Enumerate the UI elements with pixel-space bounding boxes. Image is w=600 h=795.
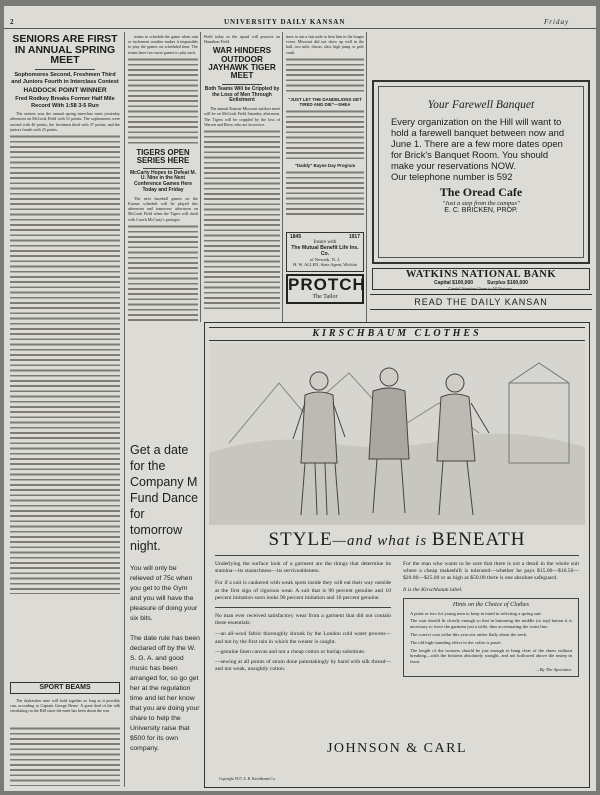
seniors-lead: The seniors won the annual spring interclass meet yesterday afternoon on McCook Field with 51 points. The sophomores were second with 46 points, the freshmen third with 37 points, and the juniors fourth with 25 points. bbox=[10, 111, 120, 132]
kirsch-bullet-3: —sewing at all points of strain done painstakingly by hand with silk thread—and not weak, unsightly cotton. bbox=[215, 659, 391, 673]
paper-title: UNIVERSITY DAILY KANSAN bbox=[224, 18, 346, 26]
kirschbaum-illustration bbox=[209, 343, 585, 525]
divider bbox=[215, 607, 391, 608]
protch-name: PROTCH bbox=[288, 275, 366, 294]
page-number: 2 bbox=[10, 18, 15, 26]
kirsch-paragraph-4: For the man who wants to be sure that there is not a detail in the whole suit where a cheap makeshift is tolerated—whether he pays $15.00—$16.50—$20.00—$25.00 or as high as $50.00 there is one absolute safeguard. bbox=[403, 561, 579, 582]
body-text-block bbox=[128, 224, 198, 322]
missouri-text: have to run a fast mile to beat him in the longer event. Missouri did not show up well in the half, two mile, discus, shot, high jump, or pole vault. bbox=[286, 34, 364, 55]
johnson-carl-name: JOHNSON & CARL bbox=[326, 741, 467, 756]
divider bbox=[35, 69, 95, 70]
newspaper-page bbox=[4, 6, 596, 791]
kirschbaum-left-copy bbox=[215, 561, 391, 676]
kirschbaum-copyright: Copyright 1917, A. B. Kirschbaum Co. bbox=[219, 777, 276, 781]
hint-2: The coat should fit closely enough so that in buttoning the middle (or top) button it is necessary to force the garment just a trifle, thus accentuating the waist line. bbox=[410, 618, 572, 630]
dance-paragraph-2: The date rule has been declared off by the W. S. G. A. and good music has been arranged for, so go get her at the regulation time and let her know that you are doing your share to help the University raise that $500 for its own company. bbox=[130, 635, 200, 752]
kirschbaum-banner: KIRSCHBAUM CLOTHES bbox=[209, 327, 585, 341]
seniors-subhead-3: Fred Rodkey Breaks Former Half Mile Record With 1:58 3-5 Run bbox=[15, 96, 115, 109]
bank-note: Careful Attention Given to All Business. bbox=[448, 286, 514, 291]
kirsch-paragraph-2: For if a suit is cankered with weak spots inside they will eat their way outside at the first sign of rigorous wear. A suit that is 90 percent genuine and 10 percent imitation soon looks 90 percent imitation and 10 percent genuine. bbox=[215, 580, 391, 601]
kirsch-paragraph-1: Underlying the surface look of a garment are the things that determine its stamina—its staunchness—its serviceableness. bbox=[215, 561, 391, 575]
protch-ad bbox=[286, 274, 364, 304]
seniors-headline: SENIORS ARE FIRST IN ANNUAL SPRING MEET bbox=[12, 34, 118, 67]
tigers-column bbox=[128, 34, 198, 322]
seniors-article bbox=[10, 34, 120, 786]
sport-beams-text: The Jayhawker nine will hold together as long as it possibly can, according to Captain George Reese. A great deal of the talk circulating on the Hill since the meet has been about the war. bbox=[10, 698, 120, 714]
cafe-tagline: "Just a step from the campus" bbox=[442, 200, 520, 207]
hints-title: Hints on the Choice of Clothes bbox=[452, 600, 530, 608]
kirschbaum-ad bbox=[204, 322, 590, 788]
hints-box bbox=[403, 598, 579, 677]
hinders-subhead: Both Teams Will be Crippled by the Loss of Men Through Enlistment bbox=[204, 85, 280, 104]
hint-3: The correct coat collar this year sits rather flatly about the neck. bbox=[410, 632, 528, 637]
dance-paragraph-1: You will only be relieved of 75c when you get to the Gym and you will have the pleasure of doing your six bits. bbox=[130, 565, 198, 622]
banquet-inner-border bbox=[378, 86, 584, 258]
hinders-lead: The annual Kansas-Missouri outdoor meet will be on McCook Field Saturday afternoon. The Tigers will be crippled by the loss of Warren and Berry who are in service. bbox=[204, 106, 280, 127]
headline-and-what-is: —and what is bbox=[332, 533, 432, 549]
masthead bbox=[4, 18, 596, 29]
body-text-block bbox=[10, 134, 120, 594]
column-rule bbox=[282, 32, 283, 322]
hint-5: The length of the trousers should be just enough to hang clear of the shoes without breaking—with the bottoms absolutely straight, and not hollowed above the instep in front. bbox=[410, 647, 572, 665]
year-founded: 1845 bbox=[290, 234, 302, 240]
headline-style: STYLE bbox=[268, 529, 333, 550]
hinders-intro: Field today as the squad will practice on Hamilton Field. bbox=[204, 34, 280, 45]
bayne-day-heading: "Daddy" Bayne Day Program bbox=[294, 162, 356, 168]
tennis-intro: teams to schedule the game when rain or inclement weather makes it impossible to play the games on scheduled time. The teams have two more games to play each. bbox=[128, 34, 198, 55]
kirsch-bullet-1: —an all-wool fabric thoroughly shrunk by the London cold water process—and not by the first rain in which the wearer is caught. bbox=[215, 631, 391, 645]
body-text-block bbox=[10, 726, 120, 786]
hinders-headline: WAR HINDERS OUTDOOR JAYHAWK TIGER MEET bbox=[208, 46, 276, 81]
hint-4: The old high-standing effect in the collar is passé. bbox=[410, 639, 502, 645]
war-hinders-column bbox=[204, 34, 280, 322]
bank-capital: Capital $100,000 bbox=[434, 280, 474, 286]
body-text-block bbox=[286, 109, 364, 161]
body-text-block bbox=[286, 57, 364, 95]
seniors-subhead: Sophomores Second, Freshmen Third and Juniors Fourth in Interclass Contest bbox=[11, 72, 119, 85]
divider bbox=[222, 84, 262, 85]
hint-1: A point or two for young men to keep in mind in selecting a spring suit: bbox=[410, 610, 542, 616]
sport-beams-box bbox=[10, 682, 120, 694]
cafe-owner: E. C. BRICKEN, PROP. bbox=[444, 207, 518, 214]
dandelion-quote: "JUST LET THE DANDELIONS GET TIRED AND DIE"—SHEA bbox=[288, 96, 362, 107]
insure-label: Insure with bbox=[313, 240, 337, 245]
column-rule bbox=[124, 32, 125, 787]
column-rule bbox=[200, 32, 201, 322]
divider bbox=[215, 555, 579, 556]
banquet-body: Every organization on the Hill will want to hold a farewell banquet between now and June 1. There are a few more dates open for Brick's Banquet Room. You should make your reservations NOW. bbox=[391, 116, 565, 171]
hint-byline: —By The Spectator. bbox=[535, 666, 572, 672]
banquet-title: Your Farewell Banquet bbox=[427, 99, 535, 111]
protch-tag: The Tailor bbox=[312, 294, 338, 300]
dance-big-text: Get a date for the Company M Fund Dance for tomorrow night. bbox=[130, 443, 199, 553]
missouri-column bbox=[286, 34, 364, 264]
year-current: 1917 bbox=[348, 234, 360, 240]
bank-name: WATKINS NATIONAL BANK bbox=[405, 269, 557, 280]
headline-beneath: BENEATH bbox=[431, 529, 526, 550]
body-text-block bbox=[286, 170, 364, 216]
mutual-benefit-ad bbox=[286, 232, 364, 272]
agent-name: H. W. ALLEN, State Agent, Wichita bbox=[293, 262, 357, 267]
cafe-name: The Oread Cafe bbox=[439, 185, 523, 199]
read-kansan-banner: READ THE DAILY KANSAN bbox=[370, 294, 592, 310]
banquet-phone: Our telephone number is 592 bbox=[391, 171, 513, 182]
day-label: Friday bbox=[544, 18, 570, 26]
bank-surplus: Surplus $100,000 bbox=[487, 280, 528, 286]
kirsch-paragraph-5: It is the Kirschbaum label. bbox=[403, 586, 463, 593]
banquet-ad bbox=[372, 80, 590, 264]
tigers-lead: The next baseball games on the Kansas schedule will be played this afternoon and tomorrow afternoon on McCook Field when the Tigers will clash with Coach McCarty's proteges. bbox=[128, 195, 198, 222]
tigers-headline: TIGERS OPEN SERIES HERE bbox=[136, 147, 190, 165]
kirschbaum-headline bbox=[209, 529, 585, 551]
kirschbaum-right-copy bbox=[403, 561, 579, 677]
insurer-city: of Newark, N. J. bbox=[309, 257, 341, 262]
divider bbox=[143, 168, 183, 169]
seniors-subhead-2: HADDOCK POINT WINNER bbox=[23, 86, 107, 94]
body-text-block bbox=[128, 57, 198, 145]
company-m-dance-ad bbox=[130, 442, 200, 788]
body-text-block bbox=[204, 129, 280, 311]
watkins-bank-ad bbox=[372, 268, 590, 290]
kirsch-bullet-2: —genuine linen canvas and not a cheap cotton or burlap substitute. bbox=[215, 648, 366, 655]
kirsch-paragraph-3: No man ever received satisfactory wear from a garment that did not contain these essentials: bbox=[215, 613, 391, 627]
column-rule bbox=[366, 32, 367, 322]
sport-beams-heading: SPORT BEAMS bbox=[39, 684, 91, 691]
tigers-subhead: McCarty Hopes to Defeat M. U. Nine in the Next Conference Games Here Today and Friday bbox=[129, 169, 197, 193]
insurer-name: The Mutual Benefit Life Ins. Co. bbox=[291, 245, 359, 257]
